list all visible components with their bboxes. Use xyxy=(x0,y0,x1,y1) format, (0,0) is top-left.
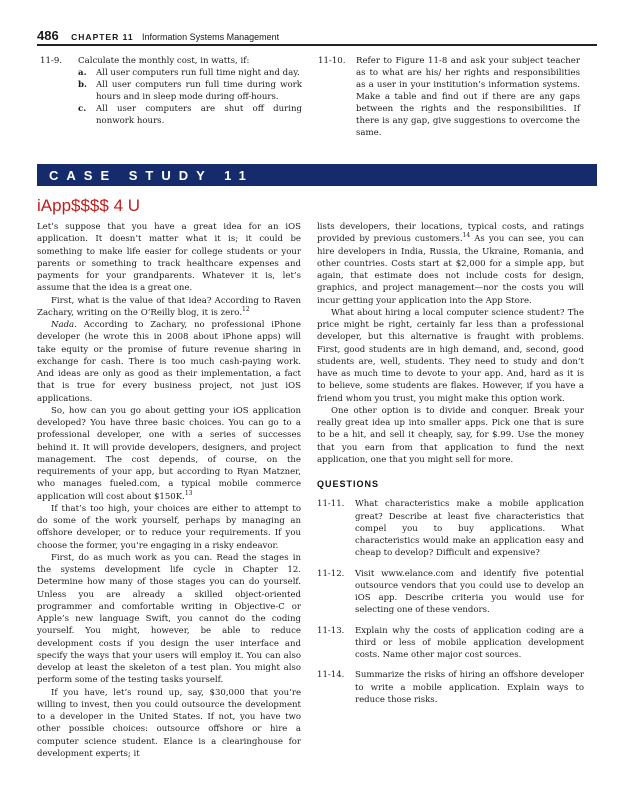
case-study-label: CASE STUDY 11 xyxy=(49,168,254,183)
question-text: Explain why the costs of application coding are a third or less of mobile application development costs. Name other major cost sources. xyxy=(355,625,584,660)
question-number: 11-11. xyxy=(317,499,345,510)
paragraph-text: lists developers, their locations, typical costs, and ratings provided by previous customers. xyxy=(317,222,584,245)
question-11-12 xyxy=(317,568,584,617)
subitem-text: All user computers are shut off during nonwork hours. xyxy=(96,104,302,126)
question-subitem xyxy=(78,79,302,103)
paragraph: If that’s too high, your choices are either to attempt to do some of the work yourself, perhaps by managing an offshore developer, or to reduce your requirements. If you choose the former, you’re engaging in a risky endeavor. xyxy=(37,503,301,551)
question-subitem xyxy=(78,67,302,79)
paragraph: If you have, let’s round up, say, $30,000 that you’re willing to invest, then you could outsource the development to a developer in the United States. If not, you have two other possible choices: outsource offshore or hire a computer science student. Elance is a clearinghouse for development experts; it xyxy=(37,687,301,759)
page-number: 486 xyxy=(37,28,59,43)
question-11-11 xyxy=(317,498,584,559)
case-study-banner xyxy=(37,164,597,186)
paragraph xyxy=(37,319,301,405)
chapter-title: Information Systems Management xyxy=(142,32,280,42)
page-header xyxy=(37,27,597,43)
left-column xyxy=(37,221,301,760)
paragraph: First, do as much work as you can. Read the stages in the systems development life cycle in Chapter 12. Determine how many of those stages you can do yourself. Unless you are already a skilled object-oriented programmer and comfortable writing in Objective-C or Apple’s new language Swift, you cannot do the coding yourself. You might, however, be able to reduce development costs if you design the user interface and specify the ways that your users will employ it. You can also develop at least the skeleton of a test plan. You might also perform some of the testing tasks yourself. xyxy=(37,552,301,686)
question-text: Calculate the monthly cost, in watts, if: xyxy=(78,56,250,66)
paragraph-text: First, what is the value of that idea? According to Raven Zachary, writing on the O’Reilly blog, it is zero. xyxy=(37,295,301,318)
header-rule xyxy=(37,44,597,46)
question-number: 11-12. xyxy=(317,568,345,579)
question-11-14 xyxy=(317,669,584,706)
paragraph xyxy=(317,221,584,307)
subitem-label: c. xyxy=(78,104,87,114)
question-number: 11-13. xyxy=(317,625,345,636)
footnote-ref: 13 xyxy=(184,489,193,497)
subitem-text: All user computers run full time during work hours and in sleep mode during off-hours. xyxy=(96,80,302,102)
paragraph: Let’s suppose that you have a great idea for an iOS application. It doesn’t matter what it is; it could be something to make life easier for college students or your parents or something to track healthcare expenses and payments for your grandparents. Whatever it is, let’s assume that the idea is a great one. xyxy=(37,222,301,294)
question-number: 11-10. xyxy=(318,56,346,66)
footnote-ref: 14 xyxy=(462,232,471,240)
question-11-13 xyxy=(317,625,584,662)
question-11-9 xyxy=(40,55,302,127)
paragraph-text: According to Zachary, no professional iPhone developer (he wrote this in 2008 about iPhone apps) will take equity or the promise of future revenue sharing in exchange for cash. There is too much cash-paying work. And ideas are only as good as their implementation, a fact that is true for every business project, not just iOS applications. xyxy=(37,320,301,404)
question-number: 11-9. xyxy=(40,56,63,66)
question-text: Summarize the risks of hiring an offshore developer to write a mobile application. Explain ways to reduce those risks. xyxy=(355,670,584,705)
right-column xyxy=(317,221,584,714)
footnote-ref: 12 xyxy=(242,305,250,313)
subitem-label: a. xyxy=(78,68,87,78)
chapter-label: CHAPTER 11 xyxy=(71,32,134,42)
case-study-title: iApp$$$$ 4 U xyxy=(37,196,141,215)
paragraph xyxy=(37,405,301,503)
question-text: Visit www.elance.com and identify five potential outsource vendors that you could use to develop an iOS app. Describe criteria you would use for selecting one of these vendors. xyxy=(355,568,584,616)
subitem-text: All user computers run full time night and day. xyxy=(96,68,300,78)
paragraph-text: So, how can you go about getting your iOS application developed? You have three basic choices. You can go to a professional developer, one with a series of successes behind it. It will provide developers, designers, and project management. The cost depends, of course, on the requirements of your app, but according to Ryan Matzner, who manages fueled.com, a typical mobile commerce application will cost about $150K. xyxy=(37,405,301,502)
question-11-10 xyxy=(318,55,580,139)
question-number: 11-14. xyxy=(317,670,345,681)
question-text: Refer to Figure 11-8 and ask your subject teacher as to what are his/ her rights and responsibilities as a user in your institution’s information systems. Make a table and find out if there are any gaps between the rights and the responsibilities. If there is any gap, give suggestions to overcome the same. xyxy=(356,56,580,138)
paragraph-text: As you can see, you can hire developers in India, Russia, the Ukraine, Romania, and other countries. Costs start at $2,000 for a simple app, but again, that estimate does not include costs for design, graphics, and project management—nor the costs you will incur getting your application into the App Store. xyxy=(317,234,584,306)
paragraph: One other option is to divide and conquer. Break your really great idea up into smaller apps. Pick one that is sure to be a hit, and sell it cheaply, say, for $.99. Use the money that you earn from that application to fund the next application, one that you might sell for more. xyxy=(317,405,584,465)
paragraph: What about hiring a local computer science student? The price might be right, certainly far less than a professional developer, but this alternative is fraught with problems. First, good students are in high demand, and, second, good students are, well, students. They need to study and don’t have as much time to devote to your app. And, hard as it is to believe, some students are flakes. However, if you have a friend whom you trust, you might make this option work. xyxy=(317,307,584,404)
question-subitem xyxy=(78,103,302,127)
subitem-label: b. xyxy=(78,80,88,90)
paragraph xyxy=(37,295,301,320)
questions-heading: QUESTIONS xyxy=(317,479,380,489)
question-text: What characteristics make a mobile application great? Describe at least five characteristics that compel you to buy applications. What characteristics would make an application easy and cheap to develop? Difficult and expensive? xyxy=(355,499,584,559)
emphasis-text: Nada. xyxy=(51,320,77,330)
